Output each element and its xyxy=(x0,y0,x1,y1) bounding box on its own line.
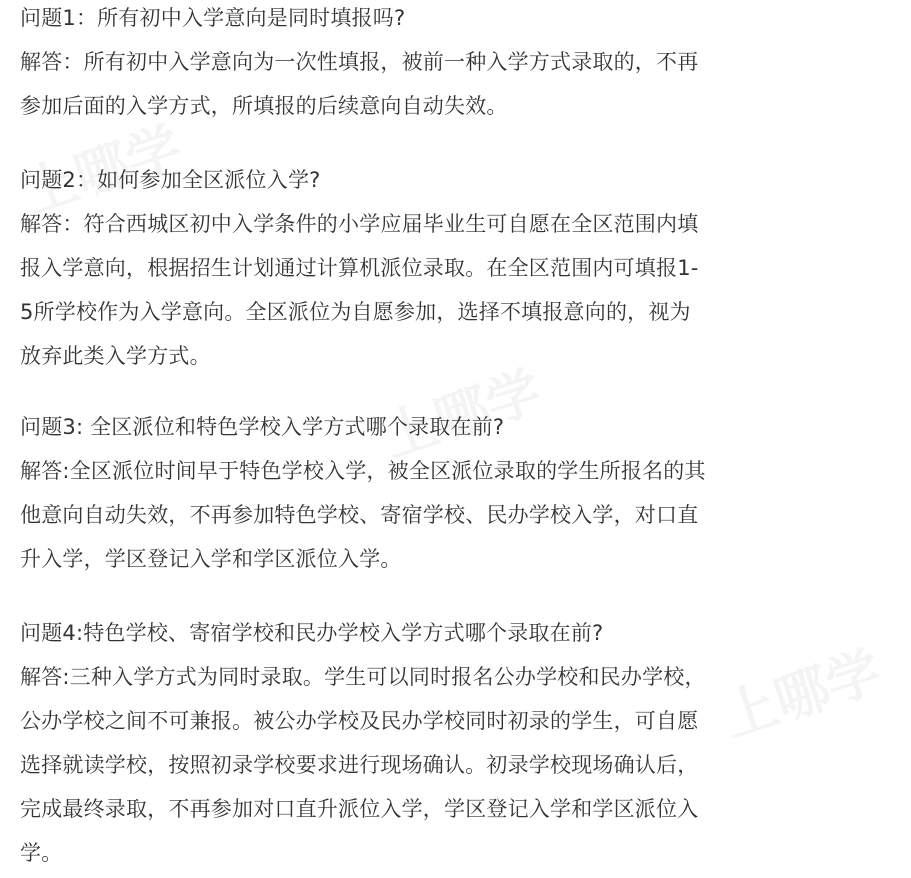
answer-3-line-3: 升入学，学区登记入学和学区派位入学。 xyxy=(20,547,402,571)
question-4: 问题4:特色学校、寄宿学校和民办学校入学方式哪个录取在前? xyxy=(20,621,604,645)
answer-1-line-1: 解答：所有初中入学意向为一次性填报，被前一种入学方式录取的，不再 xyxy=(20,50,699,74)
qa-item-3 xyxy=(20,405,890,581)
question-2: 问题2：如何参加全区派位入学? xyxy=(20,168,321,192)
question-3: 问题3: 全区派位和特色学校入学方式哪个录取在前? xyxy=(20,415,505,439)
answer-4-line-3: 选择就读学校，按照初录学校要求进行现场确认。初录学校现场确认后， xyxy=(20,753,699,777)
question-1: 问题1：所有初中入学意向是同时填报吗? xyxy=(20,6,406,30)
qa-item-1 xyxy=(20,0,890,128)
answer-2-line-2: 报入学意向，根据招生计划通过计算机派位录取。在全区范围内可填报1- xyxy=(20,256,699,280)
answer-2-line-3: 5所学校作为入学意向。全区派位为自愿参加，选择不填报意向的，视为 xyxy=(20,300,691,324)
answer-4-line-1: 解答:三种入学方式为同时录取。学生可以同时报名公办学校和民办学校， xyxy=(20,665,706,689)
answer-3-line-2: 他意向自动失效，不再参加特色学校、寄宿学校、民办学校入学，对口直 xyxy=(20,503,699,527)
qa-item-4 xyxy=(20,611,890,875)
answer-1-line-2: 参加后面的入学方式，所填报的后续意向自动失效。 xyxy=(20,94,508,118)
answer-2-line-1: 解答：符合西城区初中入学条件的小学应届毕业生可自愿在全区范围内填 xyxy=(20,212,699,236)
answer-4-line-4: 完成最终录取，不再参加对口直升派位入学，学区登记入学和学区派位入 xyxy=(20,797,699,821)
answer-2-line-4: 放弃此类入学方式。 xyxy=(20,344,211,368)
answer-3-line-1: 解答:全区派位时间早于特色学校入学，被全区派位录取的学生所报名的其 xyxy=(20,459,706,483)
qa-item-2 xyxy=(20,158,890,378)
answer-4-line-5: 学。 xyxy=(20,841,63,865)
answer-4-line-2: 公办学校之间不可兼报。被公办学校及民办学校同时初录的学生，可自愿 xyxy=(20,709,699,733)
